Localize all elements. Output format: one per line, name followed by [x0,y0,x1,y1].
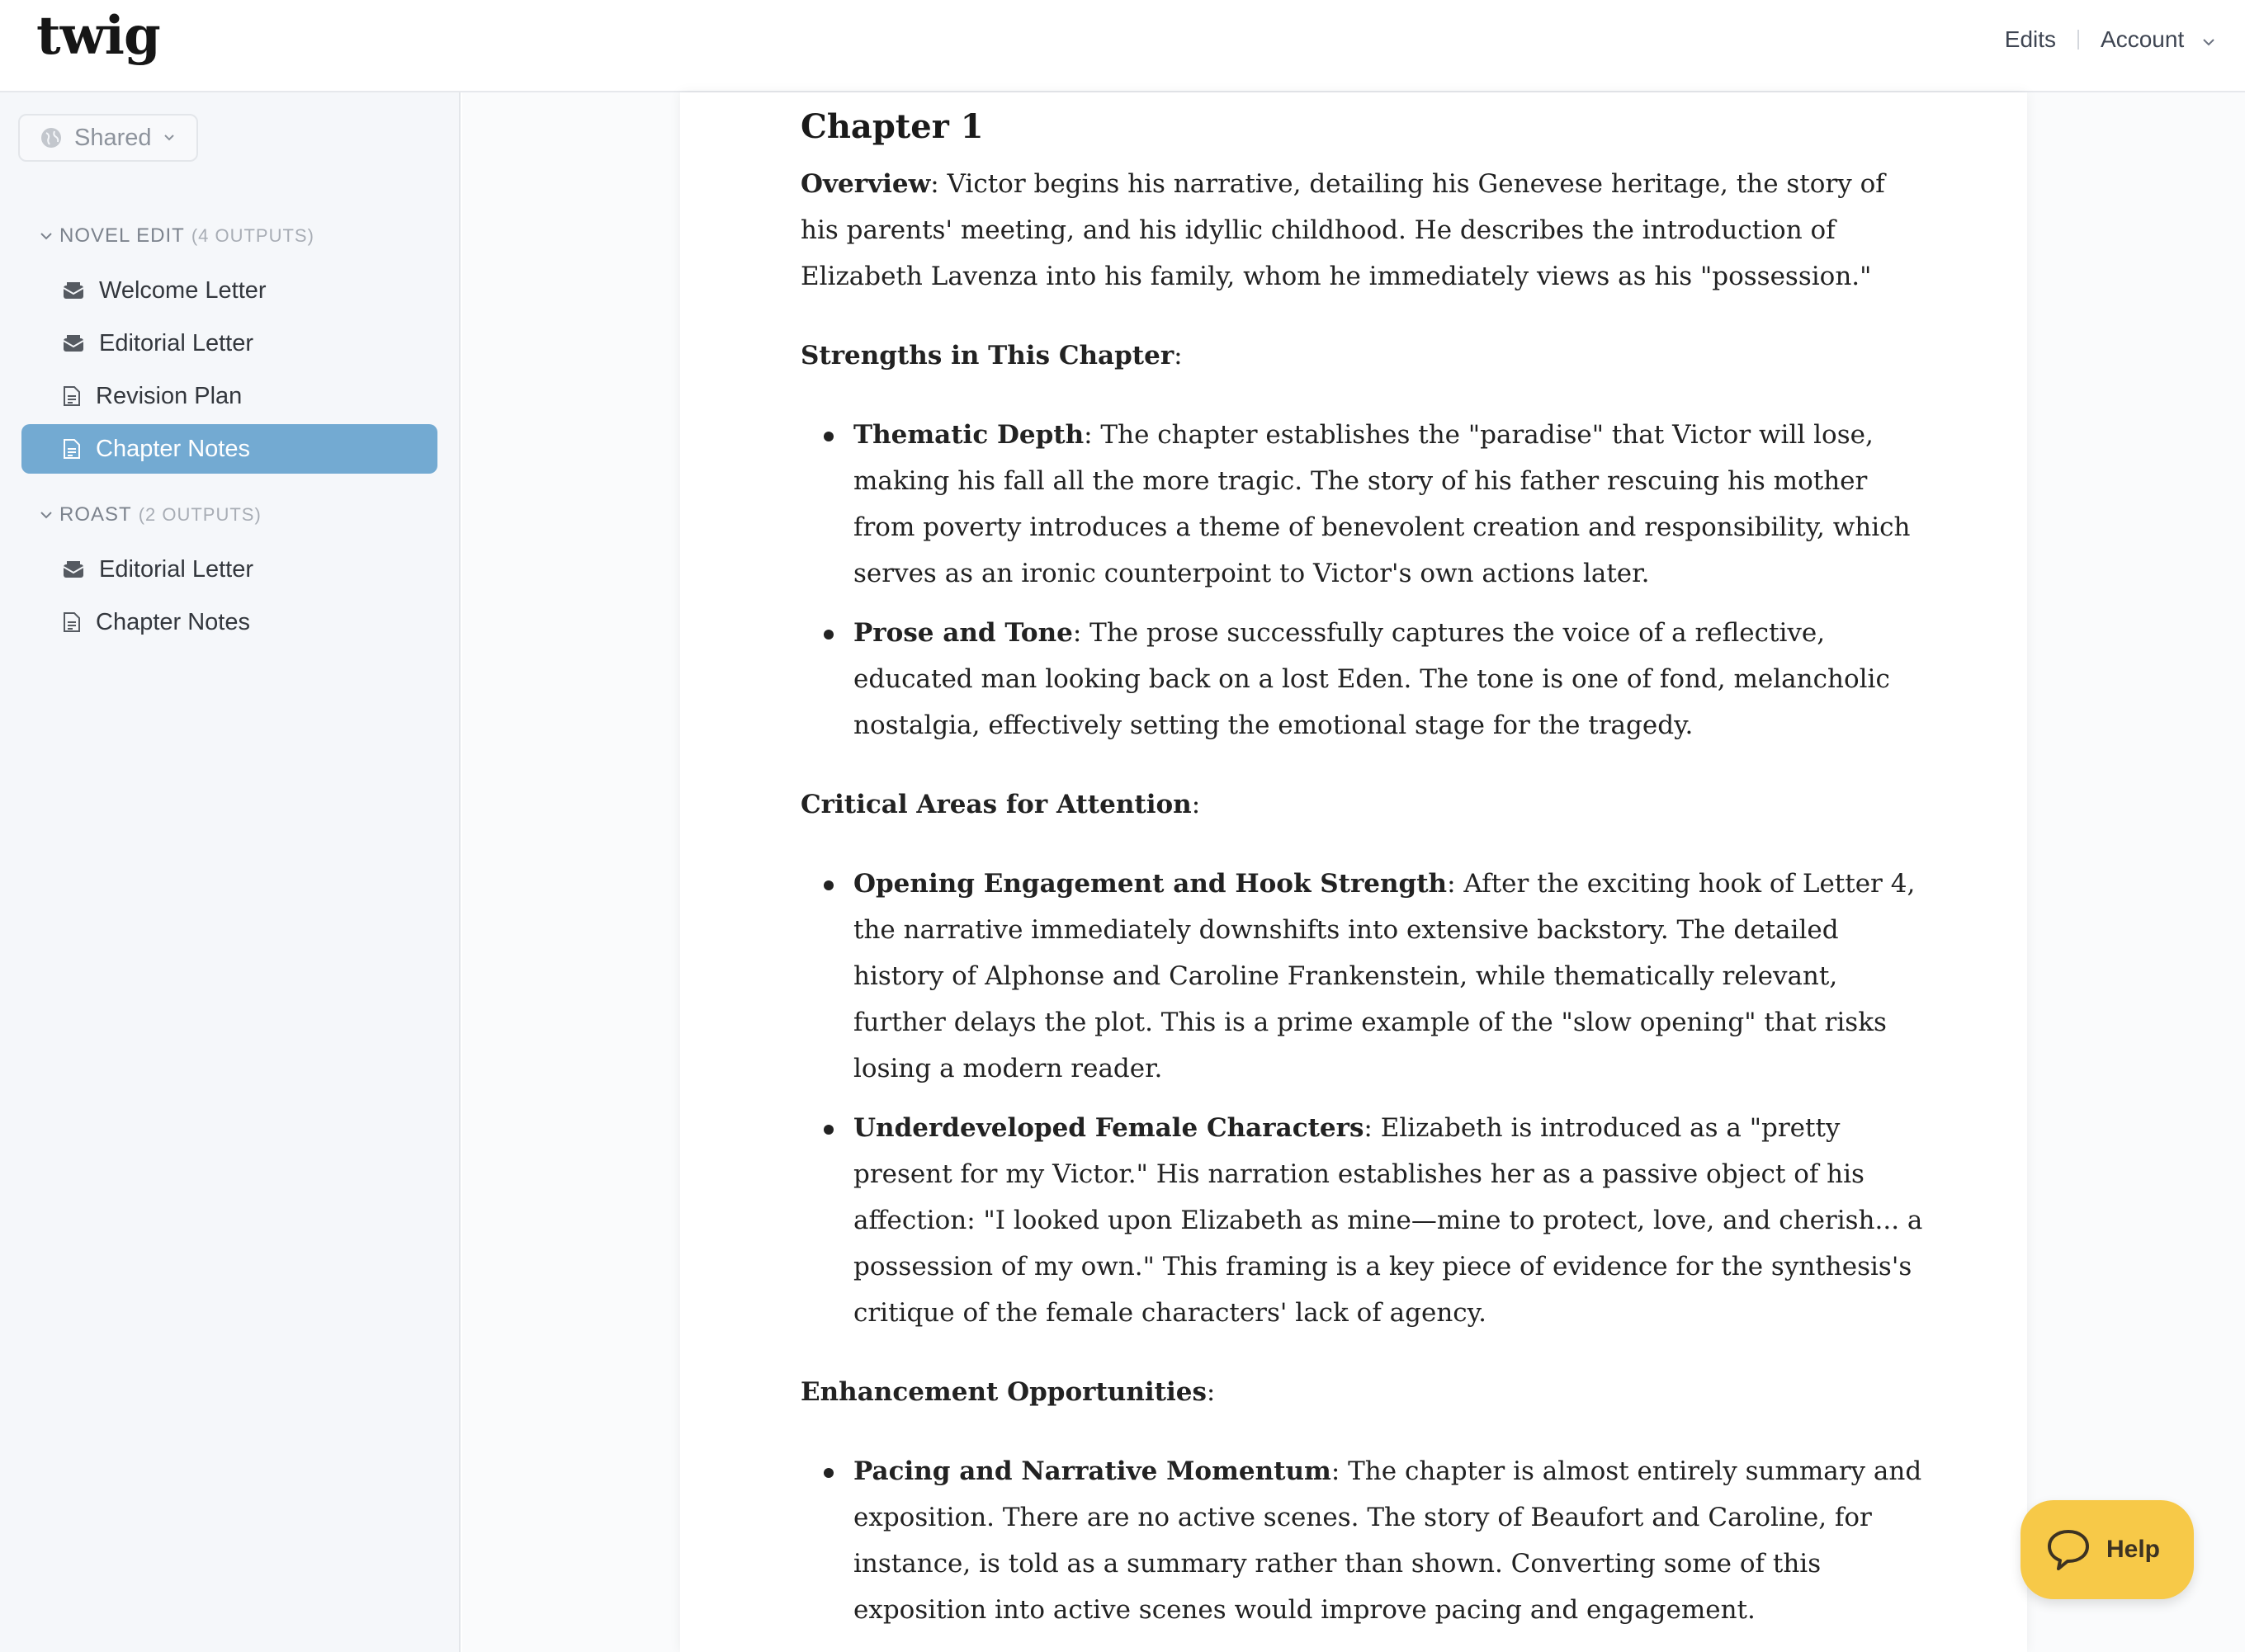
overview-paragraph [801,161,1923,300]
shared-label: Shared [74,124,152,151]
bullet-label: Pacing and Narrative Momentum [853,1456,1331,1486]
section-heading: Critical Areas for Attention: [801,790,1201,819]
shared-dropdown[interactable] [18,114,198,162]
envelope-icon [63,281,84,300]
nav-divider [2077,30,2079,50]
bullet-list [801,1448,1923,1633]
list-item [853,861,1923,1092]
document-page [680,92,2027,1652]
section-heading-text: Strengths in This Chapter [801,341,1174,371]
top-header [0,0,2245,92]
section-heading: Enhancement Opportunities: [801,1377,1216,1407]
sidebar-item-editorial-letter[interactable] [21,319,437,368]
bullet-list [801,861,1923,1336]
section-heading: Strengths in This Chapter: [801,341,1183,371]
chevron-down-icon [2202,26,2215,53]
group-title: NOVEL EDIT [59,224,185,247]
sidebar-item-label: Welcome Letter [99,276,267,304]
header-nav [2005,23,2215,56]
chat-bubble-icon [2045,1527,2091,1572]
bullet-text: : Elizabeth is introduced as a "pretty present for my Victor." His narration establishes her as a passive object of his affection: "I looked upon Elizabeth as mine—mine to protect, love, and cherish... a possession of my own." This framing is a key piece of evidence for the synthesis's critique of the female characters' lack of agency. [853,1113,1923,1328]
sidebar-item-label: Chapter Notes [96,608,250,635]
overview-text: : Victor begins his narrative, detailing his Genevese heritage, the story of his parents' meeting, and his idyllic childhood. He describes the introduction of Elizabeth Lavenza into his family, whom he immediately views as his "possession." [801,169,1885,291]
sidebar-item-roast-chapter-notes[interactable] [21,597,437,647]
envelope-icon [63,559,84,579]
section-heading-text: Critical Areas for Attention [801,790,1192,819]
group-title: ROAST [59,503,132,526]
sidebar-item-revision-plan[interactable] [21,371,437,421]
bullet-list [801,412,1923,748]
sidebar [0,92,461,1652]
sidebar-item-label: Chapter Notes [96,435,250,462]
bullet-label: Thematic Depth [853,420,1085,450]
account-label: Account [2101,26,2185,52]
group-header-novel-edit[interactable] [40,224,314,248]
group-count: (2 OUTPUTS) [138,504,262,525]
help-label: Help [2106,1536,2161,1563]
envelope-icon [63,333,84,353]
group-count: (4 OUTPUTS) [191,225,314,246]
sidebar-item-label: Revision Plan [96,382,243,409]
sidebar-item-chapter-notes[interactable] [21,424,437,474]
help-button[interactable] [2020,1500,2194,1599]
list-item [853,1448,1923,1633]
bullet-text: : The prose successfully captures the voice of a reflective, educated man looking back on a lost Eden. The tone is one of fond, melancholic nostalgia, effectively setting the emotional stage for the tragedy. [853,618,1890,740]
document-body [801,107,1923,1646]
list-item [853,610,1923,748]
group-header-roast[interactable] [40,503,262,526]
list-item [853,412,1923,597]
sidebar-item-roast-editorial-letter[interactable] [21,545,437,594]
bullet-label: Prose and Tone [853,618,1073,648]
chevron-down-icon [40,510,53,520]
document-icon [63,611,81,633]
overview-label: Overview [801,169,931,199]
edits-link[interactable]: Edits [2004,26,2057,52]
list-item [853,1105,1923,1336]
document-icon [63,385,81,407]
chevron-down-icon [40,231,53,241]
sidebar-item-welcome-letter[interactable] [21,266,437,315]
chapter-title: Chapter 1 [801,107,984,146]
main-content [462,92,2245,1652]
account-menu[interactable] [2101,23,2215,56]
document-icon [63,438,81,460]
chevron-down-icon [163,134,175,142]
sidebar-item-label: Editorial Letter [99,555,253,583]
bullet-text: : The chapter establishes the "paradise" that Victor will lose, making his fall all the more tragic. The story of his father rescuing his mother from poverty introduces a theme of benevolent creation and responsibility, which serves as an ironic counterpoint to Victor's own actions later. [853,420,1911,588]
sidebar-item-label: Editorial Letter [99,329,253,356]
bullet-text: : The chapter is almost entirely summary and exposition. There are no active scenes. The story of Beaufort and Caroline, for instance, is told as a summary rather than shown. Converting some of this exposition into active scenes would improve pacing and engagement. [853,1456,1922,1625]
bullet-label: Underdeveloped Female Characters [853,1113,1364,1143]
globe-icon [40,126,63,149]
twig-logo[interactable]: twig [36,5,160,67]
bullet-label: Opening Engagement and Hook Strength [853,869,1448,899]
bullet-text: : After the exciting hook of Letter 4, the narrative immediately downshifts into extensive backstory. The detailed history of Alphonse and Caroline Frankenstein, while thematically relevant, further delays the plot. This is a prime example of the "slow opening" that risks losing a modern reader. [853,869,1916,1083]
section-heading-text: Enhancement Opportunities [801,1377,1207,1407]
